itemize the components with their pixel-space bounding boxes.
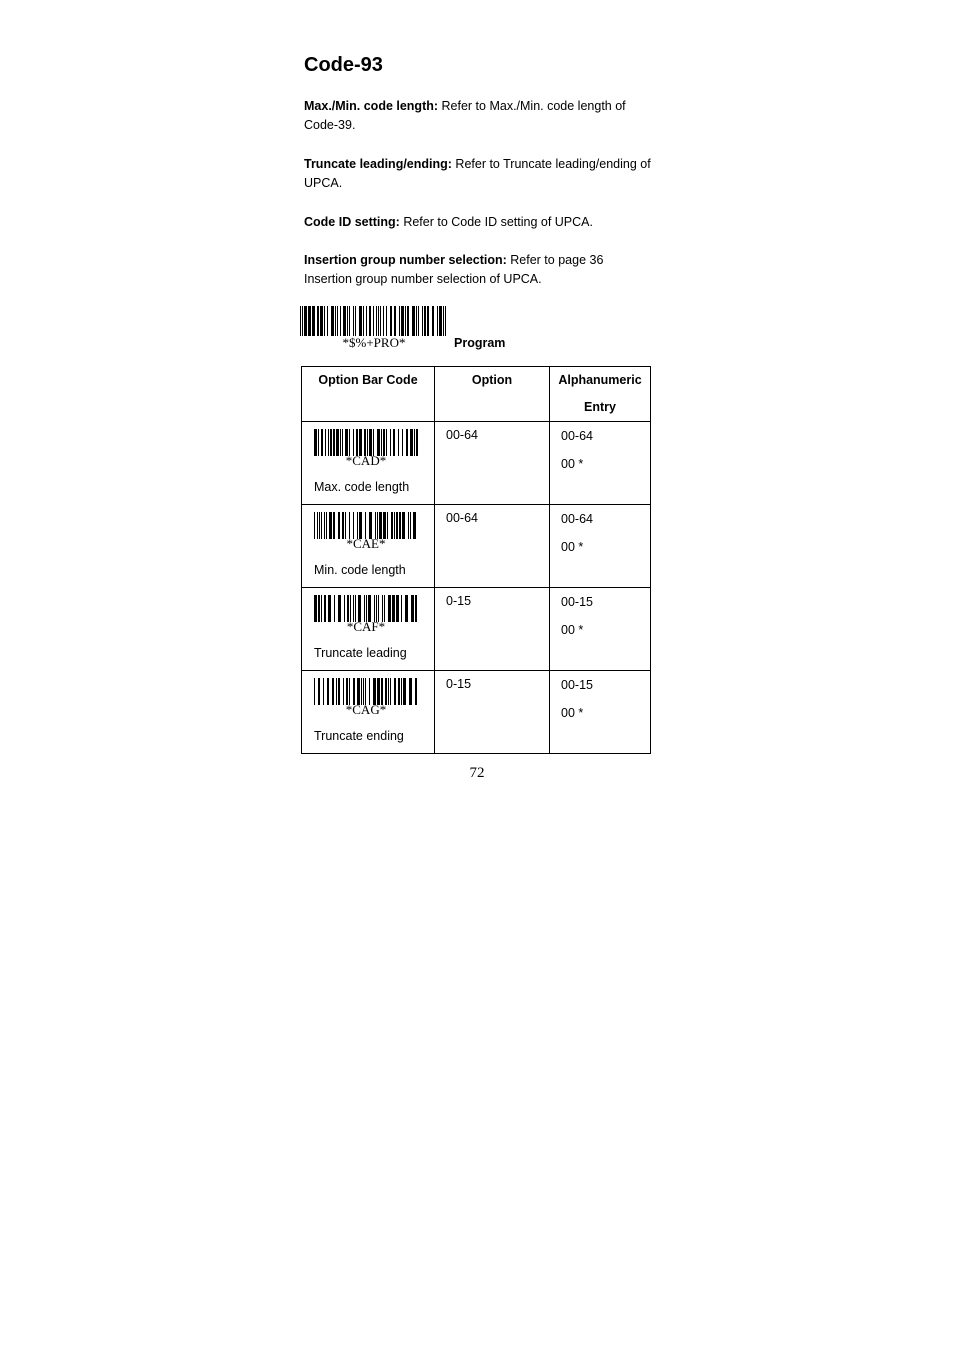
barcode-bar [366, 595, 367, 622]
barcode-bar [337, 306, 338, 336]
barcode-bar [349, 678, 350, 705]
barcode-bar [333, 429, 335, 456]
header-alphanumeric-entry-text: Alphanumeric Entry [558, 373, 642, 414]
barcode-bar [405, 306, 406, 336]
barcode-bar [323, 678, 324, 705]
barcode-bar [340, 429, 341, 456]
barcode-bar [422, 306, 423, 336]
barcode-bar [376, 595, 377, 622]
barcode-bar [314, 429, 317, 456]
barcode-bar [367, 429, 368, 456]
barcode-bar [418, 306, 419, 336]
entry-default: 00 * [561, 457, 584, 471]
barcode-bar [347, 306, 348, 336]
paragraph-label: Insertion group number selection: [304, 253, 507, 267]
barcode-bar [416, 306, 417, 336]
barcode-bar [391, 512, 393, 539]
barcode-bar [415, 678, 417, 705]
barcode-bar [364, 595, 365, 622]
barcode-bar [353, 595, 354, 622]
barcode-bar [342, 429, 343, 456]
paragraph-text: Refer to Max./Min. code length of Code-39. [304, 99, 626, 132]
barcode-bar [378, 595, 379, 622]
barcode-bar [396, 595, 399, 622]
barcode-bar [382, 595, 383, 622]
program-barcode-block [300, 306, 448, 350]
barcode-bar [386, 429, 387, 456]
barcode-bar [304, 306, 307, 336]
program-label: Program [454, 336, 506, 350]
barcode-bar [424, 306, 426, 336]
paragraph-text: Refer to page 36 Insertion group number selection of UPCA. [304, 253, 604, 286]
entry-range: 00-64 [561, 429, 593, 443]
barcode-bar [439, 306, 442, 336]
barcode-bar [401, 306, 404, 336]
barcode-bar [443, 306, 444, 336]
barcode-bar [346, 678, 348, 705]
barcode-bar [353, 429, 354, 456]
paragraph-text: Refer to Code ID setting of UPCA. [399, 215, 593, 229]
barcode-bar [369, 306, 371, 336]
barcode-bar [394, 512, 395, 539]
barcode-bar [383, 429, 385, 456]
barcode-bar [350, 595, 351, 622]
barcode-bar [349, 512, 350, 539]
barcode-bar [384, 595, 385, 622]
barcode-bar [377, 429, 380, 456]
barcode-bar [324, 595, 326, 622]
barcode-bar [319, 512, 320, 539]
barcode-bar [390, 429, 391, 456]
program-barcode-text: *$%+PRO* [342, 335, 406, 350]
barcode-bar [365, 512, 366, 539]
barcode-bar [331, 306, 334, 336]
option-label: Max. code length [314, 480, 410, 494]
barcode-bar [401, 595, 402, 622]
paragraph-length [304, 97, 654, 135]
barcode-bar [393, 429, 395, 456]
barcode-bar [364, 429, 366, 456]
barcode-bar [392, 595, 395, 622]
barcode-bar [369, 512, 372, 539]
barcode-bar [378, 306, 379, 336]
barcode-bar [377, 678, 380, 705]
barcode-bar [321, 595, 322, 622]
barcode-bar [359, 306, 362, 336]
option-label: Truncate ending [314, 729, 404, 743]
paragraph-label: Max./Min. code length: [304, 99, 439, 113]
barcode-bar [403, 678, 406, 705]
barcode-bar [314, 595, 317, 622]
barcode-bar [308, 306, 311, 336]
barcode-bar [386, 306, 387, 336]
barcode-bar [353, 512, 354, 539]
barcode-bar [376, 306, 377, 336]
barcode-bar [314, 512, 315, 539]
barcode-bar [359, 429, 362, 456]
header-option: Option [435, 367, 550, 422]
table-row [302, 505, 651, 588]
table-row [302, 671, 651, 754]
option-value: 0-15 [446, 677, 472, 691]
barcode-bar [330, 429, 332, 456]
barcode-bar [399, 306, 400, 336]
barcode-bar [402, 429, 403, 456]
barcode-bar [408, 512, 409, 539]
barcode-bar [302, 306, 303, 336]
barcode-bar [340, 306, 341, 336]
table-header-row [302, 367, 651, 422]
barcode-bar [357, 678, 360, 705]
option-value: 00-64 [446, 428, 478, 442]
barcode-bar [398, 429, 399, 456]
barcode-bar [416, 429, 418, 456]
barcode-bar [394, 306, 396, 336]
barcode-bar [336, 429, 339, 456]
barcode-bar [349, 306, 350, 336]
barcode-bar [345, 429, 348, 456]
barcode-bar [318, 678, 320, 705]
barcode-bar [345, 512, 346, 539]
barcode-bar [413, 512, 416, 539]
barcode-bar [363, 306, 364, 336]
barcode-bar [385, 678, 387, 705]
barcode-bar [375, 512, 376, 539]
barcode-bar [380, 306, 381, 336]
barcode-bar [368, 595, 371, 622]
barcode-bar [359, 512, 362, 539]
barcode-bar [401, 678, 402, 705]
paragraph-code-id [304, 213, 654, 232]
barcode-bar [344, 595, 345, 622]
option-barcode [314, 595, 418, 622]
barcode-bar [356, 429, 358, 456]
barcode-bar [353, 678, 355, 705]
barcode-bar [406, 429, 408, 456]
barcode-bar [390, 306, 392, 336]
barcode-bar [402, 512, 405, 539]
barcode-bar [327, 678, 329, 705]
option-value: 00-64 [446, 511, 478, 525]
barcode-bar [343, 678, 344, 705]
barcode-bar [409, 678, 412, 705]
barcode-bar [381, 678, 383, 705]
entry-default: 00 * [561, 706, 584, 720]
barcode-text: *CAE* [346, 536, 386, 551]
barcode-bar [333, 512, 335, 539]
barcode-bar [312, 306, 315, 336]
header-alphanumeric-entry [550, 367, 651, 422]
barcode-bar [317, 306, 319, 336]
barcode-bar [357, 512, 358, 539]
barcode-bar [336, 678, 337, 705]
paragraph-text: Refer to Truncate leading/ending of UPCA. [304, 157, 651, 190]
barcode-bar [347, 595, 349, 622]
barcode-bar [358, 595, 361, 622]
barcode-bar [432, 306, 434, 336]
barcode-bar [349, 429, 350, 456]
barcode-bar [342, 512, 344, 539]
barcode-bar [405, 595, 408, 622]
barcode-bar [373, 429, 374, 456]
barcode-bar [390, 678, 391, 705]
barcode-bar [383, 512, 386, 539]
barcode-bar [437, 306, 438, 336]
table-row [302, 422, 651, 505]
barcode-bar [365, 678, 366, 705]
paragraph-truncate [304, 155, 654, 193]
barcode-bar [353, 306, 354, 336]
barcode-bar [338, 512, 340, 539]
barcode-bar [328, 429, 329, 456]
page-number: 72 [469, 765, 485, 781]
paragraph-insertion [304, 251, 654, 289]
barcode-bar [355, 595, 356, 622]
barcode-bar [327, 306, 328, 336]
barcode-bar [332, 678, 334, 705]
barcode-bar [369, 678, 370, 705]
barcode-bar [318, 429, 319, 456]
barcode-bar [407, 306, 409, 336]
option-barcode [314, 429, 418, 456]
barcode-bar [355, 306, 356, 336]
table-row [302, 588, 651, 671]
barcode-bar [427, 306, 429, 336]
option-barcode [314, 678, 418, 705]
barcode-bar [410, 512, 411, 539]
barcode-bar [394, 678, 396, 705]
barcode-bar [326, 512, 327, 539]
option-value: 0-15 [446, 594, 472, 608]
barcode-bar [415, 595, 417, 622]
barcode-bar [334, 595, 335, 622]
barcode-bar [379, 512, 382, 539]
barcode-bar [377, 512, 378, 539]
barcode-bar [317, 512, 318, 539]
barcode-bar [314, 678, 315, 705]
barcode-text: *CAF* [346, 619, 386, 634]
barcode-bar [318, 595, 320, 622]
barcode-bar [338, 595, 341, 622]
barcode-bar [373, 678, 376, 705]
barcode-bar [338, 678, 340, 705]
barcode-bar [383, 306, 384, 336]
barcode-bar [414, 429, 415, 456]
barcode-bar [373, 306, 374, 336]
barcode-bar [398, 678, 400, 705]
barcode-bar [363, 678, 364, 705]
option-barcode [314, 512, 418, 539]
barcode-bar [321, 429, 323, 456]
barcode-bar [396, 512, 398, 539]
barcode-bar [324, 512, 325, 539]
barcode-bar [328, 595, 331, 622]
barcode-bar [388, 595, 391, 622]
barcode-bar [410, 429, 413, 456]
entry-range: 00-64 [561, 512, 593, 526]
barcode-bar [329, 512, 332, 539]
option-label: Truncate leading [314, 646, 407, 660]
barcode-bar [411, 595, 414, 622]
barcode-bar [366, 306, 367, 336]
program-barcode [300, 306, 448, 336]
barcode-bar [321, 512, 322, 539]
entry-default: 00 * [561, 623, 584, 637]
barcode-bar [445, 306, 446, 336]
barcode-bar [324, 306, 325, 336]
barcode-text: *CAG* [345, 702, 387, 717]
barcode-bar [387, 512, 388, 539]
options-table [301, 366, 651, 754]
entry-default: 00 * [561, 540, 584, 554]
barcode-bar [335, 306, 336, 336]
barcode-bar [412, 306, 415, 336]
barcode-bar [374, 595, 375, 622]
barcode-bar [320, 306, 323, 336]
page-title: Code-93 [304, 54, 383, 76]
barcode-bar [388, 678, 389, 705]
barcode-bar [361, 678, 362, 705]
entry-range: 00-15 [561, 678, 593, 692]
paragraph-label: Truncate leading/ending: [304, 157, 452, 171]
barcode-bar [399, 512, 401, 539]
barcode-bar [300, 306, 301, 336]
barcode-bar [325, 429, 326, 456]
paragraph-label: Code ID setting: [304, 215, 400, 229]
barcode-text: *CAD* [345, 453, 387, 468]
barcode-bar [381, 429, 382, 456]
barcode-bar [343, 306, 346, 336]
barcode-bar [369, 429, 372, 456]
option-label: Min. code length [314, 563, 406, 577]
header-option-bar-code: Option Bar Code [302, 367, 435, 422]
entry-range: 00-15 [561, 595, 593, 609]
